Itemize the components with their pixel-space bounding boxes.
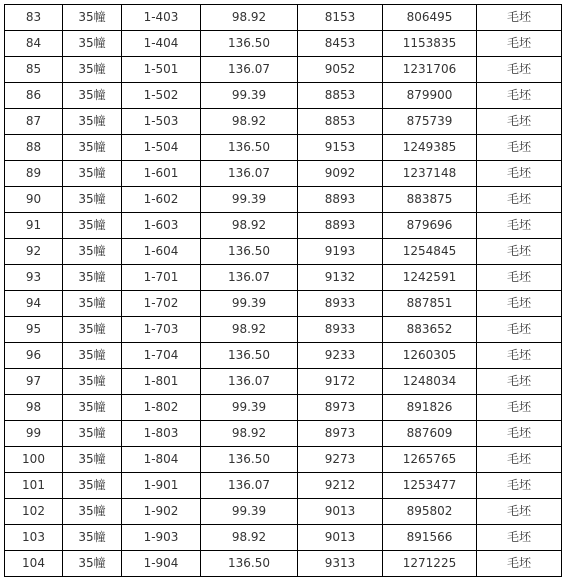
cell-total-price: 806495: [383, 5, 477, 31]
cell-decoration: 毛坯: [477, 57, 562, 83]
cell-unit-price: 9273: [298, 447, 383, 473]
table-row: [5, 265, 562, 291]
cell-unit-number: 1-702: [122, 291, 201, 317]
table-row: [5, 395, 562, 421]
table-row: [5, 421, 562, 447]
cell-total-price: 891826: [383, 395, 477, 421]
cell-unit-price: 9013: [298, 525, 383, 551]
cell-decoration: 毛坯: [477, 135, 562, 161]
cell-row-number: 90: [5, 187, 63, 213]
cell-building: 35幢: [63, 187, 122, 213]
cell-unit-number: 1-801: [122, 369, 201, 395]
cell-unit-number: 1-403: [122, 5, 201, 31]
table-row: [5, 525, 562, 551]
cell-unit-number: 1-701: [122, 265, 201, 291]
cell-total-price: 1237148: [383, 161, 477, 187]
cell-area: 98.92: [201, 213, 298, 239]
cell-unit-number: 1-602: [122, 187, 201, 213]
cell-unit-price: 8933: [298, 291, 383, 317]
cell-row-number: 87: [5, 109, 63, 135]
cell-area: 98.92: [201, 421, 298, 447]
cell-row-number: 83: [5, 5, 63, 31]
cell-unit-number: 1-903: [122, 525, 201, 551]
cell-total-price: 887609: [383, 421, 477, 447]
cell-decoration: 毛坯: [477, 265, 562, 291]
table-row: [5, 83, 562, 109]
cell-building: 35幢: [63, 57, 122, 83]
cell-building: 35幢: [63, 369, 122, 395]
cell-building: 35幢: [63, 499, 122, 525]
cell-total-price: 1242591: [383, 265, 477, 291]
cell-total-price: 1153835: [383, 31, 477, 57]
cell-building: 35幢: [63, 317, 122, 343]
cell-unit-number: 1-902: [122, 499, 201, 525]
cell-unit-number: 1-502: [122, 83, 201, 109]
cell-area: 136.07: [201, 265, 298, 291]
cell-area: 136.07: [201, 57, 298, 83]
cell-total-price: 1231706: [383, 57, 477, 83]
cell-building: 35幢: [63, 551, 122, 577]
cell-decoration: 毛坯: [477, 109, 562, 135]
cell-unit-price: 9132: [298, 265, 383, 291]
cell-total-price: 1254845: [383, 239, 477, 265]
cell-unit-price: 9013: [298, 499, 383, 525]
cell-building: 35幢: [63, 525, 122, 551]
cell-unit-price: 8853: [298, 83, 383, 109]
cell-unit-price: 9153: [298, 135, 383, 161]
cell-decoration: 毛坯: [477, 369, 562, 395]
cell-building: 35幢: [63, 5, 122, 31]
cell-building: 35幢: [63, 161, 122, 187]
cell-unit-price: 8973: [298, 421, 383, 447]
cell-unit-price: 9172: [298, 369, 383, 395]
cell-unit-price: 9052: [298, 57, 383, 83]
table-row: [5, 473, 562, 499]
cell-unit-number: 1-803: [122, 421, 201, 447]
cell-building: 35幢: [63, 239, 122, 265]
table-body: [5, 5, 562, 577]
cell-area: 136.50: [201, 239, 298, 265]
cell-row-number: 88: [5, 135, 63, 161]
cell-row-number: 103: [5, 525, 63, 551]
table-row: [5, 317, 562, 343]
cell-decoration: 毛坯: [477, 395, 562, 421]
cell-building: 35幢: [63, 447, 122, 473]
cell-building: 35幢: [63, 109, 122, 135]
table-row: [5, 109, 562, 135]
cell-unit-number: 1-704: [122, 343, 201, 369]
cell-building: 35幢: [63, 135, 122, 161]
table-row: [5, 239, 562, 265]
cell-total-price: 879696: [383, 213, 477, 239]
cell-total-price: 875739: [383, 109, 477, 135]
cell-unit-number: 1-504: [122, 135, 201, 161]
cell-total-price: 1249385: [383, 135, 477, 161]
cell-building: 35幢: [63, 395, 122, 421]
table-row: [5, 551, 562, 577]
cell-area: 98.92: [201, 109, 298, 135]
table-row: [5, 57, 562, 83]
cell-total-price: 883652: [383, 317, 477, 343]
cell-total-price: 895802: [383, 499, 477, 525]
cell-unit-number: 1-601: [122, 161, 201, 187]
cell-area: 136.50: [201, 343, 298, 369]
cell-total-price: 883875: [383, 187, 477, 213]
unit-price-table: [4, 4, 562, 577]
cell-row-number: 86: [5, 83, 63, 109]
cell-row-number: 99: [5, 421, 63, 447]
cell-decoration: 毛坯: [477, 473, 562, 499]
cell-row-number: 96: [5, 343, 63, 369]
cell-decoration: 毛坯: [477, 317, 562, 343]
cell-building: 35幢: [63, 473, 122, 499]
cell-unit-price: 9212: [298, 473, 383, 499]
cell-unit-number: 1-503: [122, 109, 201, 135]
cell-row-number: 92: [5, 239, 63, 265]
cell-decoration: 毛坯: [477, 291, 562, 317]
cell-area: 136.07: [201, 369, 298, 395]
cell-unit-price: 8973: [298, 395, 383, 421]
cell-decoration: 毛坯: [477, 499, 562, 525]
cell-area: 136.07: [201, 161, 298, 187]
cell-area: 136.50: [201, 551, 298, 577]
cell-total-price: 887851: [383, 291, 477, 317]
table-row: [5, 343, 562, 369]
table-row: [5, 135, 562, 161]
cell-total-price: 1260305: [383, 343, 477, 369]
table-row: [5, 499, 562, 525]
cell-area: 136.50: [201, 447, 298, 473]
cell-building: 35幢: [63, 31, 122, 57]
cell-row-number: 84: [5, 31, 63, 57]
cell-row-number: 98: [5, 395, 63, 421]
cell-unit-number: 1-703: [122, 317, 201, 343]
cell-building: 35幢: [63, 213, 122, 239]
cell-decoration: 毛坯: [477, 5, 562, 31]
cell-building: 35幢: [63, 343, 122, 369]
cell-total-price: 1265765: [383, 447, 477, 473]
cell-row-number: 101: [5, 473, 63, 499]
cell-decoration: 毛坯: [477, 161, 562, 187]
cell-building: 35幢: [63, 83, 122, 109]
cell-area: 99.39: [201, 83, 298, 109]
table-row: [5, 187, 562, 213]
table-row: [5, 31, 562, 57]
cell-total-price: 879900: [383, 83, 477, 109]
cell-unit-price: 8933: [298, 317, 383, 343]
cell-unit-number: 1-802: [122, 395, 201, 421]
cell-area: 136.50: [201, 135, 298, 161]
cell-unit-number: 1-501: [122, 57, 201, 83]
table-row: [5, 291, 562, 317]
cell-row-number: 97: [5, 369, 63, 395]
cell-row-number: 85: [5, 57, 63, 83]
cell-area: 99.39: [201, 291, 298, 317]
cell-unit-number: 1-804: [122, 447, 201, 473]
cell-unit-number: 1-904: [122, 551, 201, 577]
cell-unit-number: 1-404: [122, 31, 201, 57]
cell-row-number: 95: [5, 317, 63, 343]
cell-decoration: 毛坯: [477, 525, 562, 551]
cell-unit-price: 9092: [298, 161, 383, 187]
cell-decoration: 毛坯: [477, 421, 562, 447]
cell-row-number: 91: [5, 213, 63, 239]
cell-decoration: 毛坯: [477, 343, 562, 369]
cell-decoration: 毛坯: [477, 447, 562, 473]
cell-row-number: 89: [5, 161, 63, 187]
cell-decoration: 毛坯: [477, 187, 562, 213]
cell-area: 98.92: [201, 525, 298, 551]
table-row: [5, 369, 562, 395]
cell-row-number: 93: [5, 265, 63, 291]
cell-unit-price: 8893: [298, 187, 383, 213]
cell-area: 99.39: [201, 187, 298, 213]
cell-unit-price: 8853: [298, 109, 383, 135]
cell-area: 136.07: [201, 473, 298, 499]
cell-area: 99.39: [201, 395, 298, 421]
cell-total-price: 1253477: [383, 473, 477, 499]
cell-row-number: 94: [5, 291, 63, 317]
cell-area: 98.92: [201, 5, 298, 31]
cell-unit-price: 8893: [298, 213, 383, 239]
cell-building: 35幢: [63, 421, 122, 447]
cell-total-price: 1271225: [383, 551, 477, 577]
cell-unit-number: 1-901: [122, 473, 201, 499]
cell-unit-number: 1-604: [122, 239, 201, 265]
table-row: [5, 161, 562, 187]
cell-unit-price: 8453: [298, 31, 383, 57]
cell-total-price: 1248034: [383, 369, 477, 395]
cell-unit-price: 9313: [298, 551, 383, 577]
cell-building: 35幢: [63, 265, 122, 291]
cell-unit-price: 9233: [298, 343, 383, 369]
cell-row-number: 102: [5, 499, 63, 525]
cell-area: 99.39: [201, 499, 298, 525]
cell-unit-price: 8153: [298, 5, 383, 31]
cell-decoration: 毛坯: [477, 239, 562, 265]
cell-row-number: 104: [5, 551, 63, 577]
cell-area: 98.92: [201, 317, 298, 343]
cell-unit-price: 9193: [298, 239, 383, 265]
table-row: [5, 447, 562, 473]
cell-decoration: 毛坯: [477, 213, 562, 239]
cell-decoration: 毛坯: [477, 551, 562, 577]
cell-unit-number: 1-603: [122, 213, 201, 239]
cell-row-number: 100: [5, 447, 63, 473]
table-row: [5, 213, 562, 239]
cell-building: 35幢: [63, 291, 122, 317]
cell-total-price: 891566: [383, 525, 477, 551]
cell-area: 136.50: [201, 31, 298, 57]
table-row: [5, 5, 562, 31]
cell-decoration: 毛坯: [477, 31, 562, 57]
cell-decoration: 毛坯: [477, 83, 562, 109]
